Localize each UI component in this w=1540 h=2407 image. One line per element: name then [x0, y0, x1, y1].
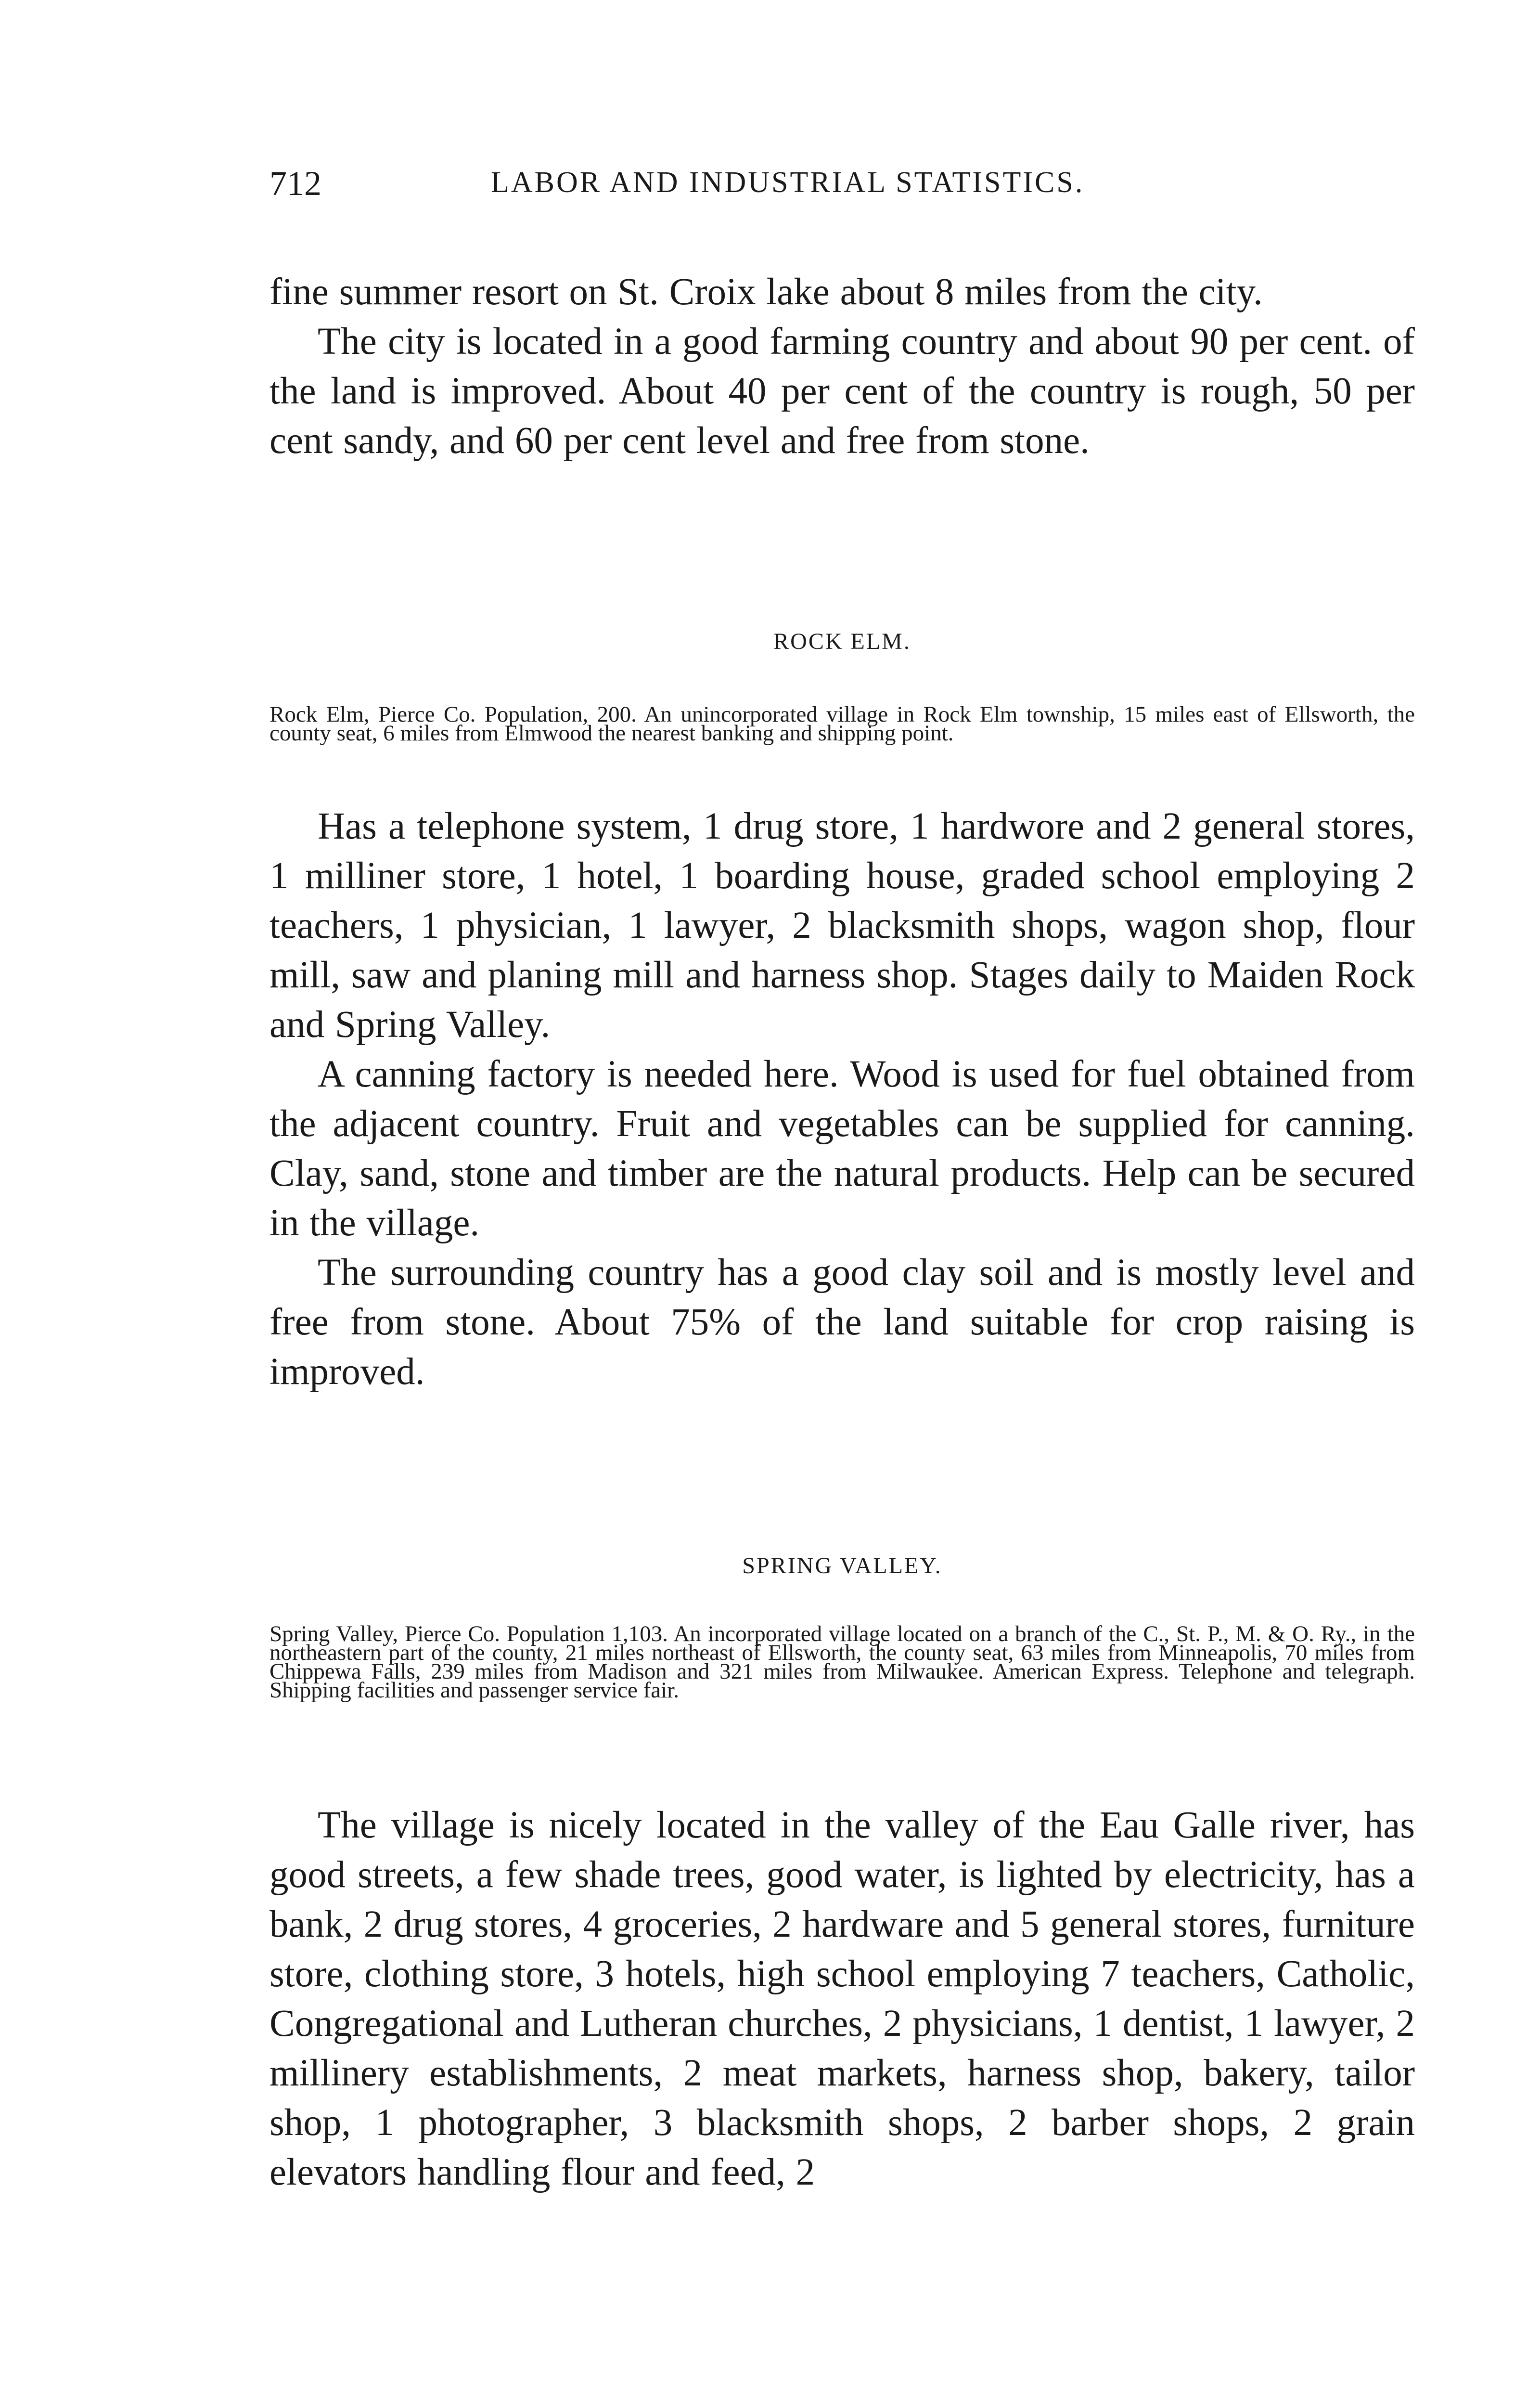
section-title-spring-valley: SPRING VALLEY. [742, 1553, 942, 1579]
spring-valley-body [270, 1800, 1415, 2197]
running-title: LABOR AND INDUSTRIAL STATISTICS. [491, 166, 1085, 199]
continuation-paragraph: The city is located in a good farming country and about 90 per cent. of the land is improved. About 40 per cent of the country is rough, 50 per cent sandy, and 60 per cent level and free from stone. [270, 321, 1415, 462]
continuation-line: fine summer resort on St. Croix lake about 8 miles from the city. [270, 271, 1263, 313]
rock-elm-intro: Rock Elm, Pierce Co. Population, 200. An unincorporated village in Rock Elm township, 15 miles east of Ellsworth, the county seat, 6 miles from Elmwood the nearest banking and shipping point. [270, 702, 1415, 746]
spring-valley-intro: Spring Valley, Pierce Co. Population 1,103. An incorporated village located on a branch of the C., St. P., M. & O. Ry., in the northeastern part of the county, 21 miles northeast of Ellsworth, the county seat, 63 miles from Minneapolis, 70 miles from Chippewa Falls, 239 miles from Madison and 321 miles from Milwaukee. American Express. Telephone and telegraph. Shipping facilities and passenger service fair. [270, 1621, 1415, 1703]
rock-elm-paragraph-1: Has a telephone system, 1 drug store, 1 hardwore and 2 general stores, 1 milliner store, 1 hotel, 1 boarding house, graded school employing 2 teachers, 1 physician, 1 lawyer, 2 blacksmith shops, wagon shop, flour mill, saw and planing mill and harness shop. Stages daily to Maiden Rock and Spring Valley. [270, 805, 1415, 1046]
continuation-block [270, 267, 1415, 466]
page-header [270, 164, 1208, 207]
section-title-rock-elm: ROCK ELM. [773, 629, 911, 654]
spring-valley-paragraph: The village is nicely located in the valley of the Eau Galle river, has good streets, a few shade trees, good water, is lighted by electricity, has a bank, 2 drug stores, 4 groceries, 2 hardware and 5 general stores, furniture store, clothing store, 3 hotels, high school employing 7 teachers, Catholic, Congregational and Lutheran churches, 2 physicians, 1 dentist, 1 lawyer, 2 millinery establishments, 2 meat markets, harness shop, bakery, tailor shop, 1 photographer, 3 blacksmith shops, 2 barber shops, 2 grain elevators handling flour and feed, 2 [270, 1804, 1415, 2193]
page-number: 712 [270, 164, 321, 203]
rock-elm-paragraph-2: A canning factory is needed here. Wood is used for fuel obtained from the adjacent country. Fruit and vegetables can be supplied for canning. Clay, sand, stone and timber are the natural products. Help can be secured in the village. [270, 1053, 1415, 1244]
rock-elm-paragraph-3: The surrounding country has a good clay soil and is mostly level and free from stone. About 75% of the land suitable for crop raising is improved. [270, 1252, 1415, 1393]
rock-elm-body [270, 802, 1415, 1397]
